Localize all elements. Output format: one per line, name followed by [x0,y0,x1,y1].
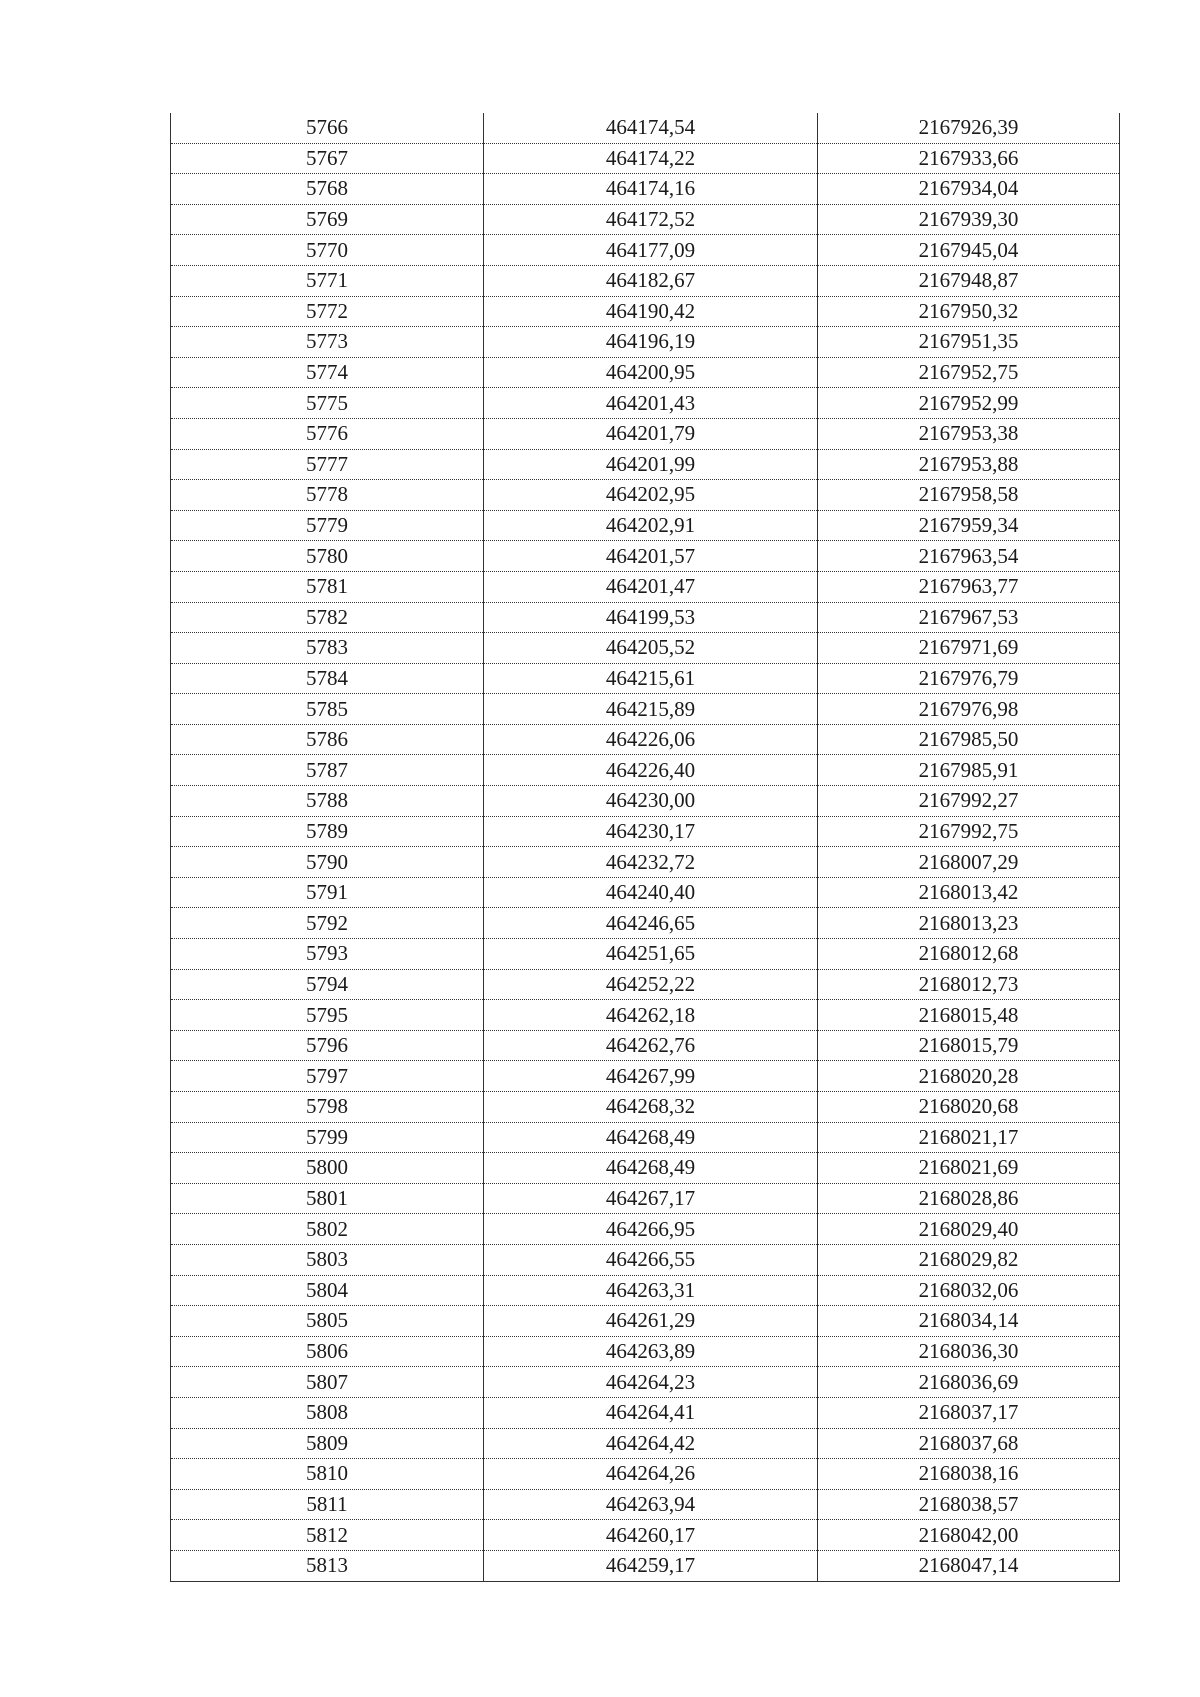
y-coordinate-cell: 2167992,75 [818,816,1120,847]
table-row [171,1397,1120,1428]
point-number-cell: 5774 [171,357,484,388]
y-coordinate-cell: 2168021,17 [818,1122,1120,1153]
point-number-cell: 5787 [171,755,484,786]
table-row [171,204,1120,235]
table-row [171,1275,1120,1306]
table-row [171,1306,1120,1337]
y-coordinate-cell: 2168013,23 [818,908,1120,939]
table-row [171,847,1120,878]
table-row [171,1153,1120,1184]
point-number-cell: 5772 [171,296,484,327]
x-coordinate-cell: 464201,57 [484,541,818,572]
y-coordinate-cell: 2168037,17 [818,1397,1120,1428]
x-coordinate-cell: 464264,42 [484,1428,818,1459]
point-number-cell: 5796 [171,1030,484,1061]
table-row [171,1183,1120,1214]
table-row [171,786,1120,817]
table-row [171,449,1120,480]
point-number-cell: 5797 [171,1061,484,1092]
y-coordinate-cell: 2168047,14 [818,1550,1120,1581]
y-coordinate-cell: 2168042,00 [818,1520,1120,1551]
x-coordinate-cell: 464226,40 [484,755,818,786]
x-coordinate-cell: 464199,53 [484,602,818,633]
x-coordinate-cell: 464196,19 [484,327,818,358]
x-coordinate-cell: 464263,89 [484,1336,818,1367]
x-coordinate-cell: 464201,43 [484,388,818,419]
x-coordinate-cell: 464268,49 [484,1153,818,1184]
point-number-cell: 5778 [171,480,484,511]
y-coordinate-cell: 2168037,68 [818,1428,1120,1459]
point-number-cell: 5792 [171,908,484,939]
point-number-cell: 5770 [171,235,484,266]
x-coordinate-cell: 464268,49 [484,1122,818,1153]
point-number-cell: 5812 [171,1520,484,1551]
point-number-cell: 5809 [171,1428,484,1459]
point-number-cell: 5795 [171,1000,484,1031]
y-coordinate-cell: 2168029,82 [818,1244,1120,1275]
y-coordinate-cell: 2167976,79 [818,663,1120,694]
point-number-cell: 5777 [171,449,484,480]
x-coordinate-cell: 464177,09 [484,235,818,266]
point-number-cell: 5803 [171,1244,484,1275]
x-coordinate-cell: 464174,22 [484,143,818,174]
point-number-cell: 5802 [171,1214,484,1245]
point-number-cell: 5793 [171,939,484,970]
y-coordinate-cell: 2167953,38 [818,418,1120,449]
x-coordinate-cell: 464262,18 [484,1000,818,1031]
table-row [171,541,1120,572]
table-row [171,1244,1120,1275]
table-row [171,602,1120,633]
x-coordinate-cell: 464182,67 [484,265,818,296]
y-coordinate-cell: 2168015,79 [818,1030,1120,1061]
table-row [171,1489,1120,1520]
table-row [171,296,1120,327]
y-coordinate-cell: 2167926,39 [818,113,1120,143]
x-coordinate-cell: 464215,89 [484,694,818,725]
x-coordinate-cell: 464174,16 [484,174,818,205]
y-coordinate-cell: 2167958,58 [818,480,1120,511]
x-coordinate-cell: 464230,17 [484,816,818,847]
point-number-cell: 5767 [171,143,484,174]
y-coordinate-cell: 2168012,68 [818,939,1120,970]
point-number-cell: 5776 [171,418,484,449]
x-coordinate-cell: 464261,29 [484,1306,818,1337]
x-coordinate-cell: 464202,95 [484,480,818,511]
table-row [171,969,1120,1000]
x-coordinate-cell: 464266,95 [484,1214,818,1245]
point-number-cell: 5766 [171,113,484,143]
x-coordinate-cell: 464267,99 [484,1061,818,1092]
y-coordinate-cell: 2167934,04 [818,174,1120,205]
point-number-cell: 5798 [171,1092,484,1123]
y-coordinate-cell: 2167951,35 [818,327,1120,358]
table-row [171,1000,1120,1031]
table-row [171,1336,1120,1367]
point-number-cell: 5783 [171,633,484,664]
x-coordinate-cell: 464201,79 [484,418,818,449]
y-coordinate-cell: 2167971,69 [818,633,1120,664]
x-coordinate-cell: 464268,32 [484,1092,818,1123]
y-coordinate-cell: 2168036,30 [818,1336,1120,1367]
x-coordinate-cell: 464262,76 [484,1030,818,1061]
table-row [171,1214,1120,1245]
table-row [171,724,1120,755]
x-coordinate-cell: 464264,41 [484,1397,818,1428]
table-row [171,571,1120,602]
x-coordinate-cell: 464172,52 [484,204,818,235]
y-coordinate-cell: 2168036,69 [818,1367,1120,1398]
y-coordinate-cell: 2168038,57 [818,1489,1120,1520]
point-number-cell: 5808 [171,1397,484,1428]
table-row [171,1061,1120,1092]
point-number-cell: 5794 [171,969,484,1000]
y-coordinate-cell: 2167945,04 [818,235,1120,266]
coordinates-table-body [171,113,1120,1581]
y-coordinate-cell: 2167933,66 [818,143,1120,174]
x-coordinate-cell: 464260,17 [484,1520,818,1551]
coordinates-table [170,113,1120,1582]
x-coordinate-cell: 464174,54 [484,113,818,143]
y-coordinate-cell: 2167939,30 [818,204,1120,235]
table-row [171,510,1120,541]
y-coordinate-cell: 2168028,86 [818,1183,1120,1214]
table-row [171,418,1120,449]
y-coordinate-cell: 2168013,42 [818,877,1120,908]
table-row [171,1459,1120,1490]
y-coordinate-cell: 2167948,87 [818,265,1120,296]
point-number-cell: 5781 [171,571,484,602]
x-coordinate-cell: 464263,31 [484,1275,818,1306]
table-row [171,1550,1120,1581]
x-coordinate-cell: 464267,17 [484,1183,818,1214]
point-number-cell: 5785 [171,694,484,725]
point-number-cell: 5773 [171,327,484,358]
table-row [171,694,1120,725]
x-coordinate-cell: 464232,72 [484,847,818,878]
point-number-cell: 5806 [171,1336,484,1367]
y-coordinate-cell: 2168032,06 [818,1275,1120,1306]
x-coordinate-cell: 464200,95 [484,357,818,388]
y-coordinate-cell: 2167952,75 [818,357,1120,388]
table-row [171,265,1120,296]
point-number-cell: 5813 [171,1550,484,1581]
x-coordinate-cell: 464205,52 [484,633,818,664]
point-number-cell: 5801 [171,1183,484,1214]
y-coordinate-cell: 2167963,54 [818,541,1120,572]
table-row [171,1092,1120,1123]
table-row [171,113,1120,143]
y-coordinate-cell: 2167952,99 [818,388,1120,419]
point-number-cell: 5779 [171,510,484,541]
y-coordinate-cell: 2167992,27 [818,786,1120,817]
y-coordinate-cell: 2167950,32 [818,296,1120,327]
point-number-cell: 5805 [171,1306,484,1337]
point-number-cell: 5786 [171,724,484,755]
table-row [171,357,1120,388]
point-number-cell: 5775 [171,388,484,419]
x-coordinate-cell: 464251,65 [484,939,818,970]
x-coordinate-cell: 464226,06 [484,724,818,755]
y-coordinate-cell: 2168020,68 [818,1092,1120,1123]
point-number-cell: 5769 [171,204,484,235]
y-coordinate-cell: 2168034,14 [818,1306,1120,1337]
y-coordinate-cell: 2167959,34 [818,510,1120,541]
y-coordinate-cell: 2168007,29 [818,847,1120,878]
x-coordinate-cell: 464202,91 [484,510,818,541]
table-row [171,235,1120,266]
table-row [171,633,1120,664]
table-row [171,877,1120,908]
point-number-cell: 5791 [171,877,484,908]
table-row [171,1520,1120,1551]
table-row [171,174,1120,205]
y-coordinate-cell: 2168038,16 [818,1459,1120,1490]
table-row [171,1030,1120,1061]
point-number-cell: 5790 [171,847,484,878]
point-number-cell: 5768 [171,174,484,205]
point-number-cell: 5784 [171,663,484,694]
y-coordinate-cell: 2168015,48 [818,1000,1120,1031]
table-row [171,1122,1120,1153]
table-row [171,816,1120,847]
table-row [171,1367,1120,1398]
x-coordinate-cell: 464264,23 [484,1367,818,1398]
table-row [171,480,1120,511]
table-row [171,388,1120,419]
x-coordinate-cell: 464259,17 [484,1550,818,1581]
x-coordinate-cell: 464201,99 [484,449,818,480]
x-coordinate-cell: 464230,00 [484,786,818,817]
point-number-cell: 5788 [171,786,484,817]
x-coordinate-cell: 464201,47 [484,571,818,602]
x-coordinate-cell: 464240,40 [484,877,818,908]
x-coordinate-cell: 464264,26 [484,1459,818,1490]
y-coordinate-cell: 2167976,98 [818,694,1120,725]
x-coordinate-cell: 464246,65 [484,908,818,939]
table-row [171,663,1120,694]
y-coordinate-cell: 2168020,28 [818,1061,1120,1092]
table-row [171,755,1120,786]
point-number-cell: 5807 [171,1367,484,1398]
point-number-cell: 5804 [171,1275,484,1306]
y-coordinate-cell: 2167967,53 [818,602,1120,633]
y-coordinate-cell: 2167953,88 [818,449,1120,480]
x-coordinate-cell: 464215,61 [484,663,818,694]
table-row [171,908,1120,939]
table-row [171,143,1120,174]
y-coordinate-cell: 2168012,73 [818,969,1120,1000]
point-number-cell: 5810 [171,1459,484,1490]
y-coordinate-cell: 2168029,40 [818,1214,1120,1245]
x-coordinate-cell: 464266,55 [484,1244,818,1275]
point-number-cell: 5800 [171,1153,484,1184]
x-coordinate-cell: 464252,22 [484,969,818,1000]
point-number-cell: 5771 [171,265,484,296]
point-number-cell: 5789 [171,816,484,847]
table-row [171,939,1120,970]
point-number-cell: 5782 [171,602,484,633]
table-row [171,327,1120,358]
point-number-cell: 5780 [171,541,484,572]
point-number-cell: 5799 [171,1122,484,1153]
y-coordinate-cell: 2168021,69 [818,1153,1120,1184]
y-coordinate-cell: 2167985,91 [818,755,1120,786]
x-coordinate-cell: 464190,42 [484,296,818,327]
table-row [171,1428,1120,1459]
point-number-cell: 5811 [171,1489,484,1520]
x-coordinate-cell: 464263,94 [484,1489,818,1520]
y-coordinate-cell: 2167963,77 [818,571,1120,602]
y-coordinate-cell: 2167985,50 [818,724,1120,755]
